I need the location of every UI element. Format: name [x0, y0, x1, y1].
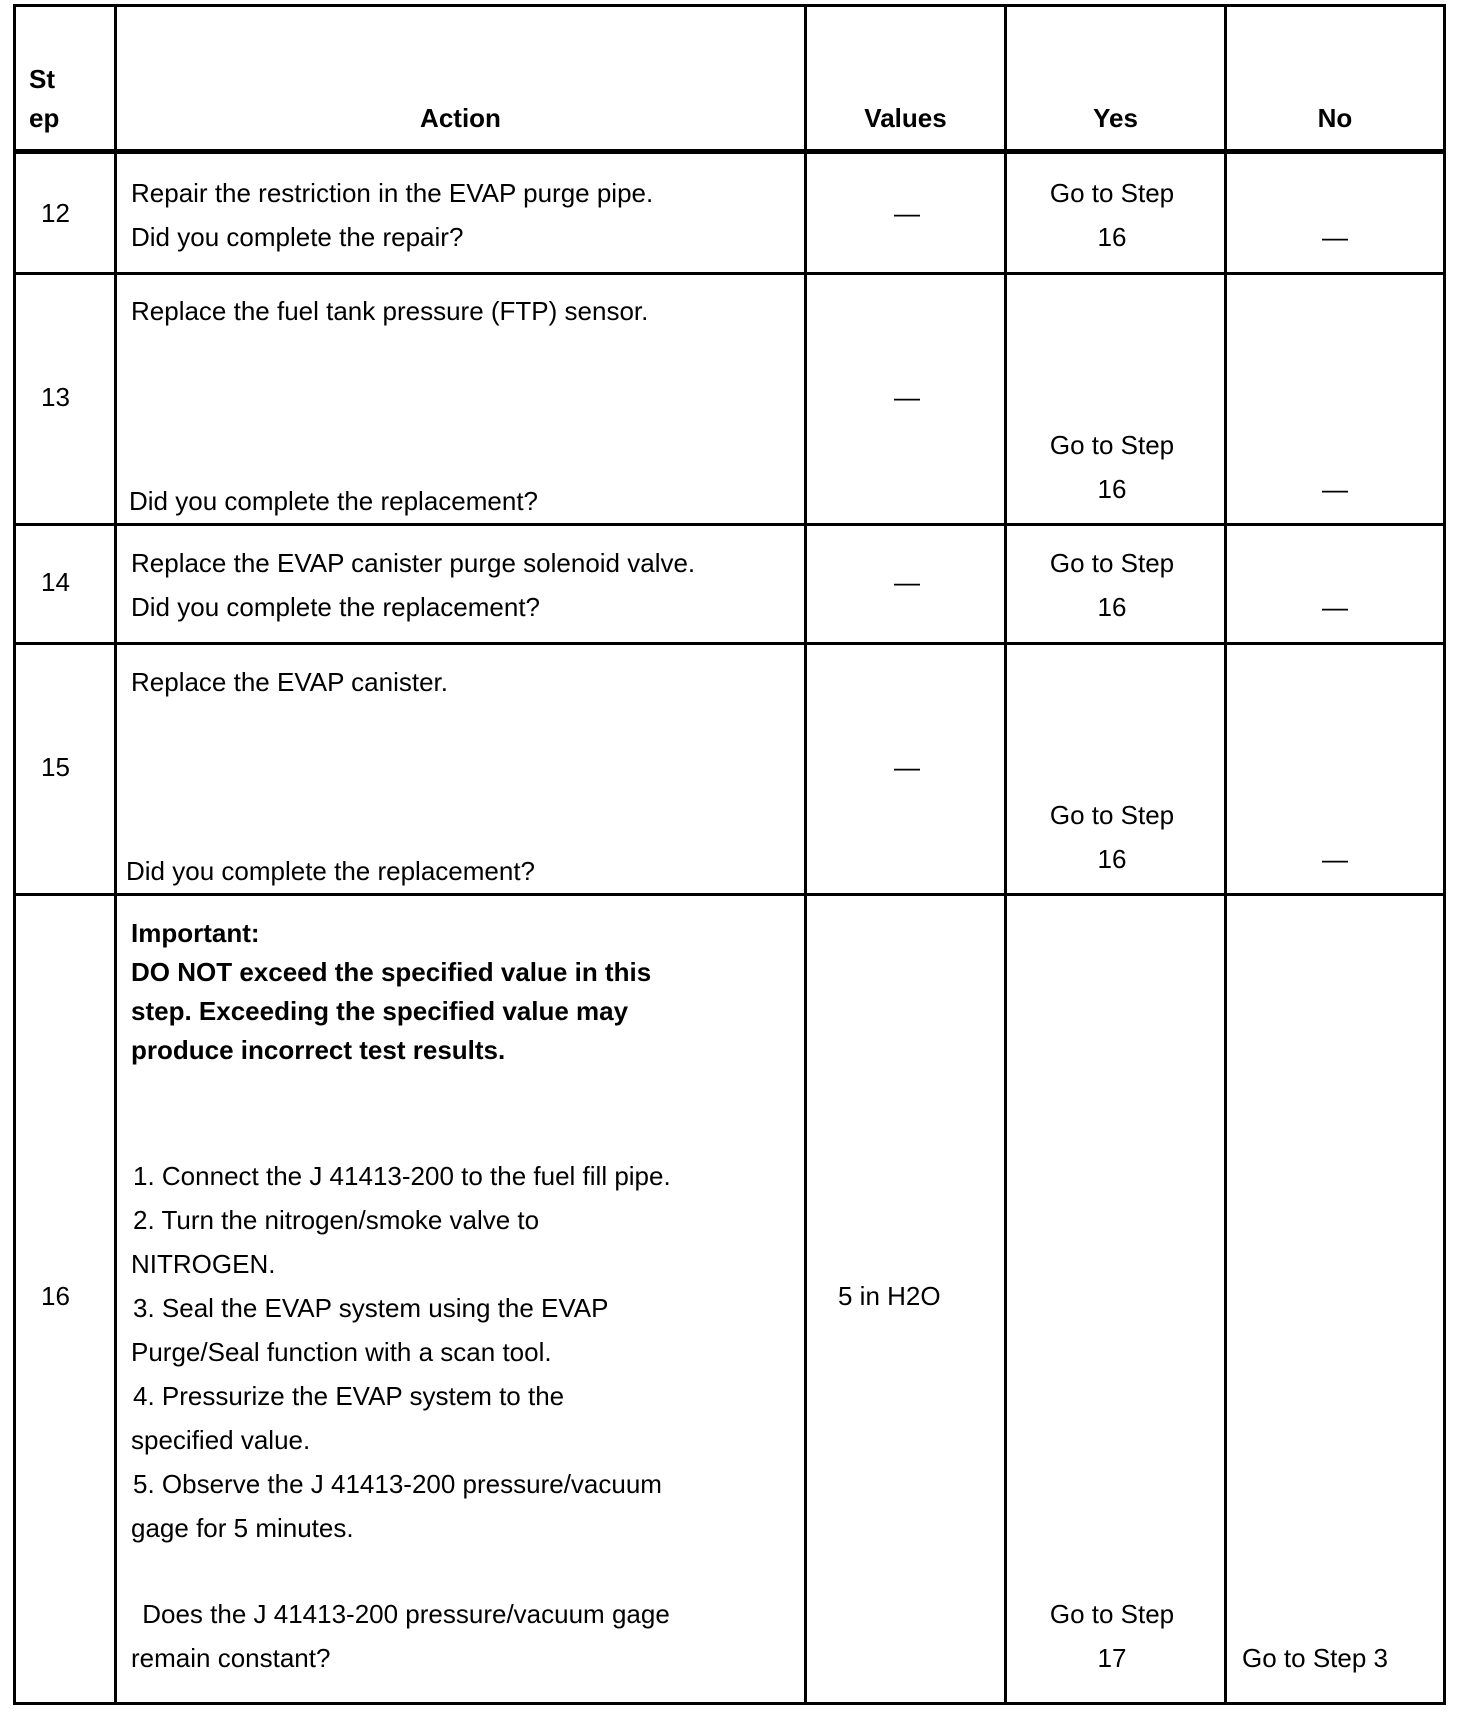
yes-text: 16: [1097, 844, 1127, 874]
value-text: —: [894, 382, 920, 412]
no-text: —: [1322, 844, 1348, 874]
action-step: 2. Turn the nitrogen/smoke valve to: [133, 1205, 540, 1235]
step-number: 14: [41, 567, 70, 597]
action-text: Replace the EVAP canister.: [131, 667, 449, 697]
yes-text: Go to Step: [1049, 178, 1175, 208]
grid-line: [13, 642, 1446, 645]
action-step: 1. Connect the J 41413-200 to the fuel fill pipe.: [133, 1161, 671, 1191]
grid-line: [1443, 4, 1446, 1705]
action-step: 3. Seal the EVAP system using the EVAP: [133, 1293, 609, 1323]
important-text: produce incorrect test results.: [131, 1035, 506, 1065]
no-text: Go to Step 3: [1242, 1643, 1388, 1673]
action-step: gage for 5 minutes.: [131, 1513, 354, 1543]
grid-line: [804, 4, 807, 1705]
action-step: 5. Observe the J 41413-200 pressure/vacuum: [133, 1469, 662, 1499]
header-no: No: [1317, 103, 1353, 133]
grid-line: [13, 4, 1446, 7]
header-yes: Yes: [1093, 103, 1138, 133]
action-question: Did you complete the replacement?: [126, 856, 536, 886]
yes-text: 16: [1097, 592, 1127, 622]
important-label: Important:: [131, 918, 260, 948]
grid-line: [13, 523, 1446, 526]
important-text: step. Exceeding the specified value may: [131, 996, 629, 1026]
diagnostic-table: [13, 4, 1446, 1705]
no-text: —: [1322, 474, 1348, 504]
action-step: 4. Pressurize the EVAP system to the: [133, 1381, 565, 1411]
grid-line: [114, 4, 117, 1705]
action-text: Replace the fuel tank pressure (FTP) sensor.: [131, 296, 649, 326]
action-question: Did you complete the replacement?: [129, 486, 539, 516]
header-values: Values: [864, 103, 947, 133]
action-step: specified value.: [131, 1425, 311, 1455]
yes-text: Go to Step: [1049, 800, 1175, 830]
step-number: 15: [41, 752, 70, 782]
action-question: Does the J 41413-200 pressure/vacuum gage: [135, 1599, 670, 1629]
header-action: Action: [420, 103, 501, 133]
step-number: 16: [41, 1281, 70, 1311]
action-question: Did you complete the replacement?: [131, 592, 541, 622]
yes-text: 16: [1097, 222, 1127, 252]
action-question: Did you complete the repair?: [131, 222, 464, 252]
step-number: 13: [41, 382, 70, 412]
grid-line: [13, 1702, 1446, 1705]
grid-line: [13, 272, 1446, 275]
no-text: —: [1322, 592, 1348, 622]
action-step: NITROGEN.: [131, 1249, 276, 1279]
yes-text: Go to Step: [1049, 1599, 1175, 1629]
important-text: DO NOT exceed the specified value in this: [131, 957, 652, 987]
value-text: 5 in H2O: [838, 1281, 941, 1311]
value-text: —: [894, 567, 920, 597]
step-number: 12: [41, 198, 70, 228]
yes-text: 17: [1097, 1643, 1127, 1673]
yes-text: 16: [1097, 474, 1127, 504]
action-text: Repair the restriction in the EVAP purge pipe.: [131, 178, 654, 208]
yes-text: Go to Step: [1049, 548, 1175, 578]
grid-line: [13, 4, 16, 1705]
grid-line: [13, 893, 1446, 896]
no-text: —: [1322, 222, 1348, 252]
yes-text: Go to Step: [1049, 430, 1175, 460]
header-divider: [13, 149, 1446, 154]
action-step: Purge/Seal function with a scan tool.: [131, 1337, 552, 1367]
header-step: ep: [29, 103, 60, 133]
action-text: Replace the EVAP canister purge solenoid valve.: [131, 548, 696, 578]
value-text: —: [894, 198, 920, 228]
value-text: —: [894, 752, 920, 782]
header-step: St: [29, 64, 55, 94]
action-question: remain constant?: [131, 1643, 331, 1673]
